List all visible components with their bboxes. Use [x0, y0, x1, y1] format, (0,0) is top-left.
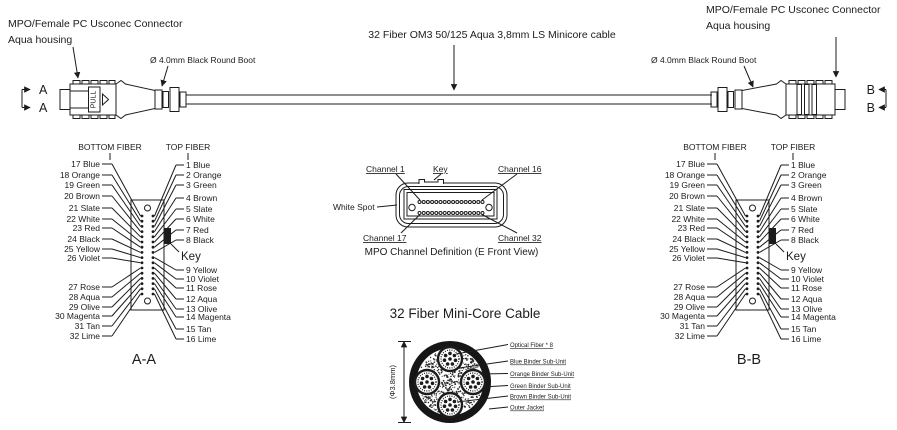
section-b-marker	[867, 83, 886, 115]
channel-hole-top-row	[477, 201, 480, 204]
left-boot-label: Ø 4.0mm Black Round Boot	[150, 55, 256, 65]
optical-fiber-dot	[477, 382, 481, 386]
aa-top-fiber-dot	[152, 261, 155, 264]
bb-top-fiber-dot	[757, 241, 760, 244]
bb-bottom-fiber-label-23: 23 Red	[677, 223, 705, 233]
bb-key-leader	[776, 244, 784, 252]
bb-top-fiber-dot	[757, 220, 760, 223]
aa-bottom-fiber-label-20: 20 Brown	[64, 191, 100, 201]
aa-bottom-fiber-dot	[141, 251, 144, 254]
bb-leader	[717, 289, 746, 326]
optical-fiber-dot	[448, 352, 452, 356]
optical-fiber-dot	[448, 403, 452, 407]
aa-top-fiber-label-14: 14 Magenta	[186, 312, 231, 322]
channel-hole-top-row	[443, 201, 446, 204]
aa-top-fiber-dot	[152, 215, 155, 218]
bb-top-fiber-dot	[757, 225, 760, 228]
aa-key-leader	[171, 244, 179, 252]
aa-top-fiber-dot	[152, 282, 155, 285]
channel-17-label: Channel 17	[363, 233, 407, 243]
channel-hole-top-row	[464, 201, 467, 204]
callout-blue-binder: Blue Binder Sub-Unit	[510, 359, 567, 366]
aa-section-caption: A-A	[131, 352, 157, 368]
aa-top-fiber-label-12: 12 Aqua	[186, 294, 218, 304]
aa-top-fiber-label-7: 7 Red	[186, 225, 209, 235]
aa-leader	[155, 278, 177, 309]
bb-top-fiber-label-10: 10 Violet	[791, 274, 824, 284]
optical-fiber-dot	[430, 377, 434, 381]
aa-bottom-fiber-label-17: 17 Blue	[71, 159, 100, 169]
aa-top-fiber-label-15: 15 Tan	[186, 324, 212, 334]
bb-bottom-fiber-dot	[746, 215, 749, 218]
aa-top-fiber-label-6: 6 White	[186, 214, 215, 224]
aa-top-fiber-label-1: 1 Blue	[186, 160, 211, 170]
bb-section-caption: B-B	[736, 352, 762, 368]
left-boot-rings	[155, 88, 186, 112]
aa-bottom-fiber-dot	[141, 256, 144, 259]
aa-top-fiber-label-2: 2 Orange	[186, 170, 222, 180]
aa-bottom-fiber-label-27: 27 Rose	[68, 282, 100, 292]
optical-fiber-dot	[446, 408, 450, 412]
mpo-key-label: Key	[433, 164, 448, 174]
callout-brown-binder: Brown Binder Sub-Unit	[510, 394, 572, 401]
bb-top-fiber-header: TOP FIBER	[770, 142, 816, 152]
bb-top-fiber-label-5: 5 Slate	[791, 204, 818, 214]
aa-leader	[155, 258, 177, 270]
bb-top-fiber-label-14: 14 Magenta	[791, 312, 836, 322]
bb-leader	[717, 278, 746, 307]
right-boot-label: Ø 4.0mm Black Round Boot	[651, 55, 757, 65]
bb-bottom-fiber-dot	[746, 235, 749, 238]
bb-bottom-fiber-dot	[746, 220, 749, 223]
aa-bottom-fiber-dot	[141, 267, 144, 270]
bb-top-fiber-dot	[757, 230, 760, 233]
optical-fiber-dot	[451, 362, 455, 366]
aa-top-fiber-dot	[152, 293, 155, 296]
section-b-letter-bottom: B	[866, 101, 875, 115]
mpo-face-caption: MPO Channel Definition (E Front View)	[364, 247, 539, 258]
aa-top-fiber-dot	[152, 277, 155, 280]
optical-fiber-dot	[423, 385, 427, 389]
optical-fiber-dot	[425, 380, 429, 384]
optical-fiber-dot	[448, 398, 452, 402]
cable-assembly	[8, 4, 886, 119]
channel-hole-top-row	[473, 201, 476, 204]
right-ferrule	[835, 90, 845, 110]
aa-bottom-fiber-dot	[141, 272, 144, 275]
aa-top-fiber-label-9: 9 Yellow	[186, 265, 218, 275]
aa-leader	[112, 258, 141, 263]
channel-hole-bottom-row	[464, 212, 467, 215]
aa-bottom-fiber-dot	[141, 282, 144, 285]
aa-top-fiber-dot	[152, 230, 155, 233]
channel-hole-top-row	[431, 201, 434, 204]
bb-top-fiber-dot	[757, 287, 760, 290]
aa-bottom-fiber-label-24: 24 Black	[67, 234, 100, 244]
optical-fiber-dot	[428, 385, 432, 389]
bb-top-fiber-label-7: 7 Red	[791, 225, 814, 235]
channel-hole-top-row	[447, 201, 450, 204]
cross-section-title: 32 Fiber Mini-Core Cable	[389, 306, 541, 321]
bb-top-fiber-label-3: 3 Green	[791, 180, 822, 190]
optical-fiber-dot	[466, 381, 470, 385]
bb-leader	[760, 258, 782, 270]
bb-leader	[717, 185, 746, 226]
channel-hole-top-row	[435, 201, 438, 204]
callout-leader	[480, 374, 508, 375]
pull-tab-label: PULL	[90, 90, 98, 109]
aa-leader	[112, 185, 141, 226]
bb-bottom-fiber-label-17: 17 Blue	[676, 159, 705, 169]
aa-bottom-fiber-dot	[141, 261, 144, 264]
channel-hole-top-row	[456, 201, 459, 204]
aa-bottom-fiber-label-23: 23 Red	[72, 223, 100, 233]
optical-fiber-dot	[446, 362, 450, 366]
aa-top-fiber-label-3: 3 Green	[186, 180, 217, 190]
left-connector-taper	[116, 81, 155, 119]
right-boot-rings	[711, 88, 742, 112]
bb-bottom-fiber-label-19: 19 Green	[669, 180, 705, 190]
left-mpo-connector	[60, 81, 186, 119]
aa-bottom-fiber-dot	[141, 230, 144, 233]
optical-fiber-dot	[448, 357, 452, 361]
bb-bottom-fiber-dot	[746, 241, 749, 244]
bb-bottom-fiber-dot	[746, 256, 749, 259]
channel-hole-top-row	[460, 201, 463, 204]
optical-fiber-dot	[425, 375, 429, 379]
aa-top-fiber-label-4: 4 Brown	[186, 193, 218, 203]
aa-ferrule-outline	[131, 200, 164, 310]
bb-bottom-fiber-label-22: 22 White	[671, 214, 705, 224]
guide-pin-hole-right	[486, 204, 492, 210]
optical-fiber-dot	[469, 385, 473, 389]
bb-bottom-fiber-label-25: 25 Yellow	[669, 244, 705, 254]
aa-bottom-fiber-header: BOTTOM FIBER	[78, 142, 142, 152]
bb-bottom-fiber-dot	[746, 287, 749, 290]
optical-fiber-dot	[467, 377, 471, 381]
aa-top-fiber-dot	[152, 287, 155, 290]
bb-guide-hole-top	[750, 205, 756, 211]
bb-top-fiber-label-4: 4 Brown	[791, 193, 823, 203]
aa-top-fiber-dot	[152, 246, 155, 249]
callout-leader	[489, 407, 508, 409]
bb-bottom-fiber-dot	[746, 293, 749, 296]
binder-sub-unit-3	[438, 393, 462, 417]
right-connector-taper	[742, 81, 786, 119]
aa-bottom-fiber-dot	[141, 235, 144, 238]
bb-bottom-fiber-label-29: 29 Olive	[673, 302, 705, 312]
bb-bottom-fiber-label-20: 20 Brown	[669, 191, 705, 201]
bb-bottom-fiber-dot	[746, 277, 749, 280]
optical-fiber-dot	[453, 354, 457, 358]
aa-bottom-fiber-label-26: 26 Violet	[67, 253, 100, 263]
bb-top-fiber-label-15: 15 Tan	[791, 324, 817, 334]
aa-top-fiber-label-10: 10 Violet	[186, 274, 219, 284]
left-connector-leader	[73, 47, 78, 78]
aa-bottom-fiber-dot	[141, 241, 144, 244]
callout-outer-jacket: Outer Jacket	[510, 405, 545, 412]
aa-bottom-fiber-label-31: 31 Tan	[74, 321, 100, 331]
section-b-letter-top: B	[866, 83, 875, 97]
aa-bottom-fiber-dot	[141, 277, 144, 280]
optical-fiber-dot	[444, 354, 448, 358]
aa-top-fiber-dot	[152, 235, 155, 238]
bb-bottom-fiber-dot	[746, 282, 749, 285]
optical-fiber-dot	[453, 400, 457, 404]
bb-bottom-fiber-dot	[746, 246, 749, 249]
bb-bottom-fiber-dot	[746, 225, 749, 228]
aa-top-fiber-label-11: 11 Rose	[186, 283, 218, 293]
aa-top-fiber-label-5: 5 Slate	[186, 204, 213, 214]
channel-hole-bottom-row	[460, 212, 463, 215]
bb-bottom-fiber-dot	[746, 261, 749, 264]
bb-top-fiber-dot	[757, 261, 760, 264]
mpo-face-view	[333, 164, 542, 258]
cable-cross-section	[388, 306, 574, 423]
channel-hole-top-row	[468, 201, 471, 204]
cable-label: 32 Fiber OM3 50/125 Aqua 3,8mm LS Minicore cable	[368, 29, 616, 41]
left-boot-leader	[162, 66, 168, 86]
callout-optical-fiber: Optical Fiber * 8	[510, 343, 554, 349]
bb-top-fiber-label-1: 1 Blue	[791, 160, 816, 170]
right-connector-body	[786, 84, 835, 115]
right-mpo-connector	[711, 81, 845, 119]
bb-top-fiber-dot	[757, 277, 760, 280]
channel-hole-bottom-row	[443, 212, 446, 215]
left-connector-label-line2: Aqua housing	[8, 34, 73, 46]
channel-hole-bottom-row	[422, 212, 425, 215]
left-ferrule	[60, 90, 70, 110]
channel-hole-array	[418, 201, 484, 215]
channel-hole-bottom-row	[456, 212, 459, 215]
bb-top-fiber-label-8: 8 Black	[791, 235, 819, 245]
bb-leader	[717, 258, 746, 263]
optical-fiber-dot	[443, 358, 447, 362]
bb-top-fiber-dot	[757, 272, 760, 275]
aa-bottom-fiber-label-19: 19 Green	[64, 180, 100, 190]
channel-hole-top-row	[418, 201, 421, 204]
pull-arrow-icon	[103, 94, 109, 105]
optical-fiber-dot	[451, 408, 455, 412]
bb-top-fiber-label-13: 13 Olive	[791, 304, 823, 314]
aa-bottom-fiber-label-32: 32 Lime	[69, 331, 100, 341]
bb-leader	[717, 273, 746, 297]
bb-top-fiber-dot	[757, 215, 760, 218]
optical-fiber-dot	[471, 375, 475, 379]
aa-leader	[112, 164, 141, 216]
optical-fiber-dot	[454, 359, 458, 363]
bb-bottom-fiber-label-27: 27 Rose	[673, 282, 705, 292]
bb-top-fiber-label-6: 6 White	[791, 214, 820, 224]
optical-fiber-dot	[444, 400, 448, 404]
channel-hole-bottom-row	[418, 212, 421, 215]
bb-bottom-fiber-label-21: 21 Slate	[673, 203, 705, 213]
aa-guide-hole-top	[145, 205, 151, 211]
section-a-letter-top: A	[39, 83, 48, 97]
aa-top-fiber-label-8: 8 Black	[186, 235, 214, 245]
bb-bottom-fiber-header: BOTTOM FIBER	[683, 142, 747, 152]
aa-guide-hole-bottom	[145, 298, 151, 304]
bb-top-fiber-dot	[757, 256, 760, 259]
right-boot-leader	[744, 66, 753, 87]
aa-top-fiber-dot	[152, 241, 155, 244]
aa-bottom-fiber-dot	[141, 225, 144, 228]
channel-hole-bottom-row	[439, 212, 442, 215]
white-spot-label: White Spot	[333, 202, 375, 212]
bb-bottom-fiber-label-24: 24 Black	[672, 234, 705, 244]
fiber-map-a-a	[55, 142, 231, 368]
bb-guide-hole-bottom	[750, 298, 756, 304]
bb-key-mark	[769, 228, 776, 244]
optical-fiber-dot	[443, 404, 447, 408]
bb-ferrule-outline	[736, 200, 769, 310]
bb-top-fiber-label-9: 9 Yellow	[791, 265, 823, 275]
channel-32-label: Channel 32	[498, 233, 542, 243]
optical-fiber-dot	[454, 405, 458, 409]
channel-hole-top-row	[422, 201, 425, 204]
aa-top-fiber-dot	[152, 251, 155, 254]
bb-top-fiber-dot	[757, 282, 760, 285]
channel-1-label: Channel 1	[366, 164, 405, 174]
bb-top-fiber-dot	[757, 246, 760, 249]
aa-top-fiber-dot	[152, 256, 155, 259]
channel-hole-bottom-row	[468, 212, 471, 215]
bb-top-fiber-dot	[757, 293, 760, 296]
channel-hole-bottom-row	[452, 212, 455, 215]
aa-bottom-fiber-dot	[141, 220, 144, 223]
aa-key-mark	[164, 228, 171, 244]
aa-top-fiber-dot	[152, 220, 155, 223]
aa-top-fiber-label-16: 16 Lime	[186, 334, 217, 344]
aa-leader	[112, 278, 141, 307]
aa-top-fiber-label-13: 13 Olive	[186, 304, 218, 314]
aa-top-fiber-header: TOP FIBER	[165, 142, 211, 152]
bb-bottom-fiber-label-31: 31 Tan	[679, 321, 705, 331]
aa-bottom-fiber-label-30: 30 Magenta	[55, 311, 100, 321]
optical-fiber-dot	[431, 382, 435, 386]
minicore-cable-run	[186, 95, 712, 104]
left-connector-label-line1: MPO/Female PC Usconec Connector	[8, 18, 183, 30]
aa-bottom-fiber-label-21: 21 Slate	[68, 203, 100, 213]
bb-top-fiber-dot	[757, 235, 760, 238]
bb-top-fiber-label-16: 16 Lime	[791, 334, 822, 344]
aa-leader	[112, 268, 141, 287]
optical-fiber-dot	[476, 377, 480, 381]
bb-leader	[760, 278, 782, 309]
diameter-dimension	[388, 342, 411, 423]
aa-bottom-fiber-label-25: 25 Yellow	[64, 244, 100, 254]
optical-fiber-dot	[471, 380, 475, 384]
binder-sub-unit-1	[415, 370, 439, 394]
bb-bottom-fiber-label-26: 26 Violet	[672, 253, 705, 263]
optical-fiber-dot	[474, 385, 478, 389]
channel-16-label: Channel 16	[498, 164, 542, 174]
bb-bottom-fiber-dot	[746, 230, 749, 233]
section-a-marker	[22, 83, 48, 115]
bb-bottom-fiber-label-18: 18 Orange	[664, 170, 705, 180]
right-connector-label-line1: MPO/Female PC Usconec Connector	[706, 4, 881, 16]
aa-bottom-fiber-label-29: 29 Olive	[68, 302, 100, 312]
bb-leader	[717, 268, 746, 287]
bb-top-fiber-label-2: 2 Orange	[791, 170, 827, 180]
bb-bottom-fiber-label-30: 30 Magenta	[660, 311, 705, 321]
channel-hole-top-row	[481, 201, 484, 204]
callout-orange-binder: Orange Binder Sub-Unit	[510, 372, 575, 378]
aa-leader	[112, 273, 141, 297]
right-connector-ribs	[789, 81, 832, 119]
bb-top-fiber-label-12: 12 Aqua	[791, 294, 823, 304]
aa-top-fiber-dot	[152, 272, 155, 275]
channel-hole-bottom-row	[447, 212, 450, 215]
aa-key-label: Key	[181, 251, 201, 263]
aa-top-fiber-dot	[152, 225, 155, 228]
aa-bottom-fiber-label-28: 28 Aqua	[68, 292, 100, 302]
aa-bottom-fiber-label-22: 22 White	[66, 214, 100, 224]
channel-hole-bottom-row	[481, 212, 484, 215]
aa-bottom-fiber-dot	[141, 293, 144, 296]
bb-top-fiber-label-11: 11 Rose	[791, 283, 823, 293]
fiber-map-b-b	[660, 142, 836, 368]
bb-top-fiber-dot	[757, 251, 760, 254]
bb-leader	[717, 164, 746, 216]
channel-hole-top-row	[439, 201, 442, 204]
aa-bottom-fiber-label-18: 18 Orange	[59, 170, 100, 180]
bb-top-fiber-dot	[757, 267, 760, 270]
channel-hole-bottom-row	[426, 212, 429, 215]
section-a-letter-bottom: A	[39, 101, 48, 115]
bb-bottom-fiber-label-32: 32 Lime	[674, 331, 705, 341]
channel-hole-bottom-row	[435, 212, 438, 215]
mpo-key-tab	[419, 180, 444, 185]
optical-fiber-dot	[421, 377, 425, 381]
callout-green-binder: Green Binder Sub-Unit	[510, 384, 571, 390]
white-spot-leader	[377, 205, 397, 207]
channel-hole-bottom-row	[477, 212, 480, 215]
channel-hole-bottom-row	[431, 212, 434, 215]
channel-hole-top-row	[452, 201, 455, 204]
bb-key-label: Key	[786, 251, 806, 263]
bb-bottom-fiber-label-28: 28 Aqua	[673, 292, 705, 302]
aa-leader	[112, 289, 141, 326]
guide-pin-hole-left	[409, 204, 415, 210]
right-connector-label-line2: Aqua housing	[706, 20, 771, 32]
bb-bottom-fiber-dot	[746, 272, 749, 275]
binder-sub-unit-0	[438, 347, 462, 371]
bb-bottom-fiber-dot	[746, 267, 749, 270]
channel-hole-bottom-row	[473, 212, 476, 215]
diameter-label: (Φ3.8mm)	[388, 365, 397, 399]
bb-bottom-fiber-dot	[746, 251, 749, 254]
channel-hole-top-row	[426, 201, 429, 204]
aa-bottom-fiber-dot	[141, 246, 144, 249]
optical-fiber-dot	[420, 381, 424, 385]
aa-bottom-fiber-dot	[141, 287, 144, 290]
aa-bottom-fiber-dot	[141, 215, 144, 218]
aa-top-fiber-dot	[152, 267, 155, 270]
